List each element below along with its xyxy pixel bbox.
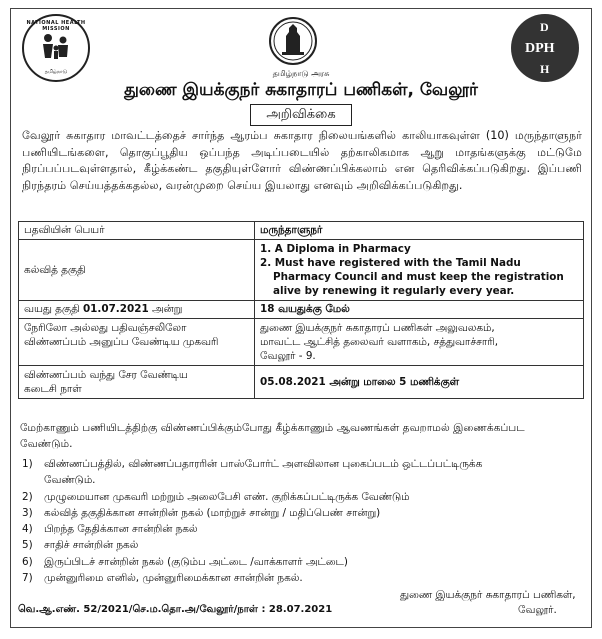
row-label <box>19 301 255 319</box>
documents-list <box>22 456 582 586</box>
item-number: 3) <box>22 506 33 519</box>
item-number: 6) <box>22 555 33 568</box>
qualification-line: 1. A Diploma in Pharmacy <box>260 243 411 255</box>
row-label: கல்வித் தகுதி <box>19 240 255 301</box>
list-item <box>22 489 582 505</box>
reference-number: வெ.ஆ.எண். 52/2021/செ.ம.தொ.அ/வேலூர்/நாள் : 28.07.2021 <box>18 604 333 615</box>
row-value: 18 வயதுக்கு மேல் <box>255 301 584 319</box>
row-value <box>255 240 584 301</box>
row-value <box>255 319 584 366</box>
documents-intro: மேற்காணும் பணியிடத்திற்கு விண்ணப்பிக்கும்போது கீழ்க்காணும் ஆவணங்கள் தவறாமல் இணைக்கப்பட வேண்டும். <box>20 422 525 450</box>
office-title: துணை இயக்குநர் சுகாதாரப் பணிகள், வேலூர் <box>124 80 478 100</box>
address-label-line: விண்ணப்பம் அனுப்ப வேண்டிய முகவரி <box>24 336 219 348</box>
table-row <box>19 222 584 240</box>
list-item <box>22 505 582 521</box>
row-value: 05.08.2021 அன்று மாலை 5 மணிக்குள் <box>255 366 584 399</box>
item-number: 4) <box>22 523 33 536</box>
signature-block <box>400 588 590 618</box>
item-number: 7) <box>22 572 33 585</box>
row-label <box>19 319 255 366</box>
dph-logo-text: DPH <box>525 41 555 56</box>
nhm-logo-text: NATIONAL HEALTH MISSION <box>26 20 86 32</box>
item-number: 2) <box>22 490 33 503</box>
dph-logo-d: D <box>540 20 549 34</box>
address-label-line: நேரிலோ அல்லது பதிவஞ்சலிலோ <box>24 322 187 334</box>
row-label: பதவியின் பெயர் <box>19 222 255 240</box>
qualification-line: alive by renewing it regularly every year. <box>273 285 515 297</box>
list-item <box>22 521 582 537</box>
age-label: வயது தகுதி <box>24 303 80 315</box>
list-item <box>22 456 582 472</box>
qualification-line: Pharmacy Council and must keep the registration <box>273 271 564 283</box>
item-text: முன்னுரிமை எனில், முன்னுரிமைக்கான சான்றின் நகல். <box>44 572 303 585</box>
item-text: பிறந்த தேதிக்கான சான்றின் நகல் <box>44 523 198 536</box>
address-line: வேலூர் - 9. <box>260 350 316 362</box>
list-item <box>22 554 582 570</box>
signature-title: துணை இயக்குநர் சுகாதாரப் பணிகள், <box>400 589 576 601</box>
nhm-logo-subtext: தமிழ்நாடு <box>44 69 68 75</box>
item-number: 5) <box>22 539 33 552</box>
deadline-label-line: கடைசி நாள் <box>24 383 82 395</box>
item-text: கல்வித் தகுதிக்கான சான்றின் நகல் (மாற்றுச் சான்று / மதிப்பெண் சான்று) <box>44 506 381 519</box>
item-text-continued: வேண்டும். <box>44 474 96 487</box>
table-row <box>19 366 584 399</box>
intro-paragraph: வேலூர் சுகாதார மாவட்டத்தைச் சார்ந்த ஆரம்ப சுகாதார நிலையங்களில் காலியாகவுள்ள (10) மருந்தாளுநர் பணியிடங்களை, தொகுப்பூதிய ஒப்பந்த அடிப்படையில் தற்காலிகமாக ஆறு மாதங்களுக்கு மட்டுமே நிரப்பப்படவுள்ளதால், கீழ்க்கண்ட தகுதியுள்ளோர் விண்ணப்பிக்கலாம் என தெரிவிக்கப்படுகிறது. இப்பணி நிரந்தரம் செய்யத்தக்கதல்ல, வரன்முறை செய்ய இயலாது எனவும் அறிவிக்கப்படுகிறது. <box>22 129 582 192</box>
item-text: சாதிச் சான்றின் நகல் <box>44 539 139 552</box>
family-icon <box>36 30 76 66</box>
notice-heading: அறிவிக்கை <box>250 104 352 126</box>
age-date: 01.07.2021 <box>82 303 149 315</box>
deadline-label-line: விண்ணப்பம் வந்து சேர வேண்டிய <box>24 369 188 381</box>
table-row <box>19 319 584 366</box>
item-number: 1) <box>22 458 33 470</box>
table-row <box>19 240 584 301</box>
table-row <box>19 301 584 319</box>
item-text: விண்ணப்பத்தில், விண்ணப்பதாரரின் பாஸ்போர்ட் அளவிலான புகைப்படம் ஒட்டப்பட்டிருக்க <box>44 458 483 470</box>
address-line: மாவட்ட ஆட்சித் தலைவர் வளாகம், சத்துவாச்சாரி, <box>260 336 499 348</box>
dph-logo-h: H <box>540 62 550 76</box>
address-line: துணை இயக்குநர் சுகாதாரப் பணிகள் அலுவலகம், <box>260 322 495 334</box>
state-line: தமிழ்நாடு அரசு <box>272 69 330 78</box>
item-text: முழுமையான முகவரி மற்றும் அலைபேசி எண். குறிக்கப்பட்டிருக்க வேண்டும் <box>44 490 410 503</box>
signature-place: வேலூர். <box>518 604 557 616</box>
list-item <box>22 570 582 586</box>
row-value: மருந்தாளுநர் <box>255 222 584 240</box>
list-item <box>22 537 582 553</box>
qualification-line: 2. Must have registered with the Tamil Nadu <box>260 257 521 269</box>
details-table <box>18 221 584 399</box>
list-item <box>22 472 582 488</box>
age-suffix: அன்று <box>151 303 183 315</box>
row-label <box>19 366 255 399</box>
item-text: இருப்பிடச் சான்றின் நகல் (குடும்ப அட்டை /வாக்காளர் அட்டை) <box>44 555 348 568</box>
tn-emblem-icon <box>268 16 318 66</box>
